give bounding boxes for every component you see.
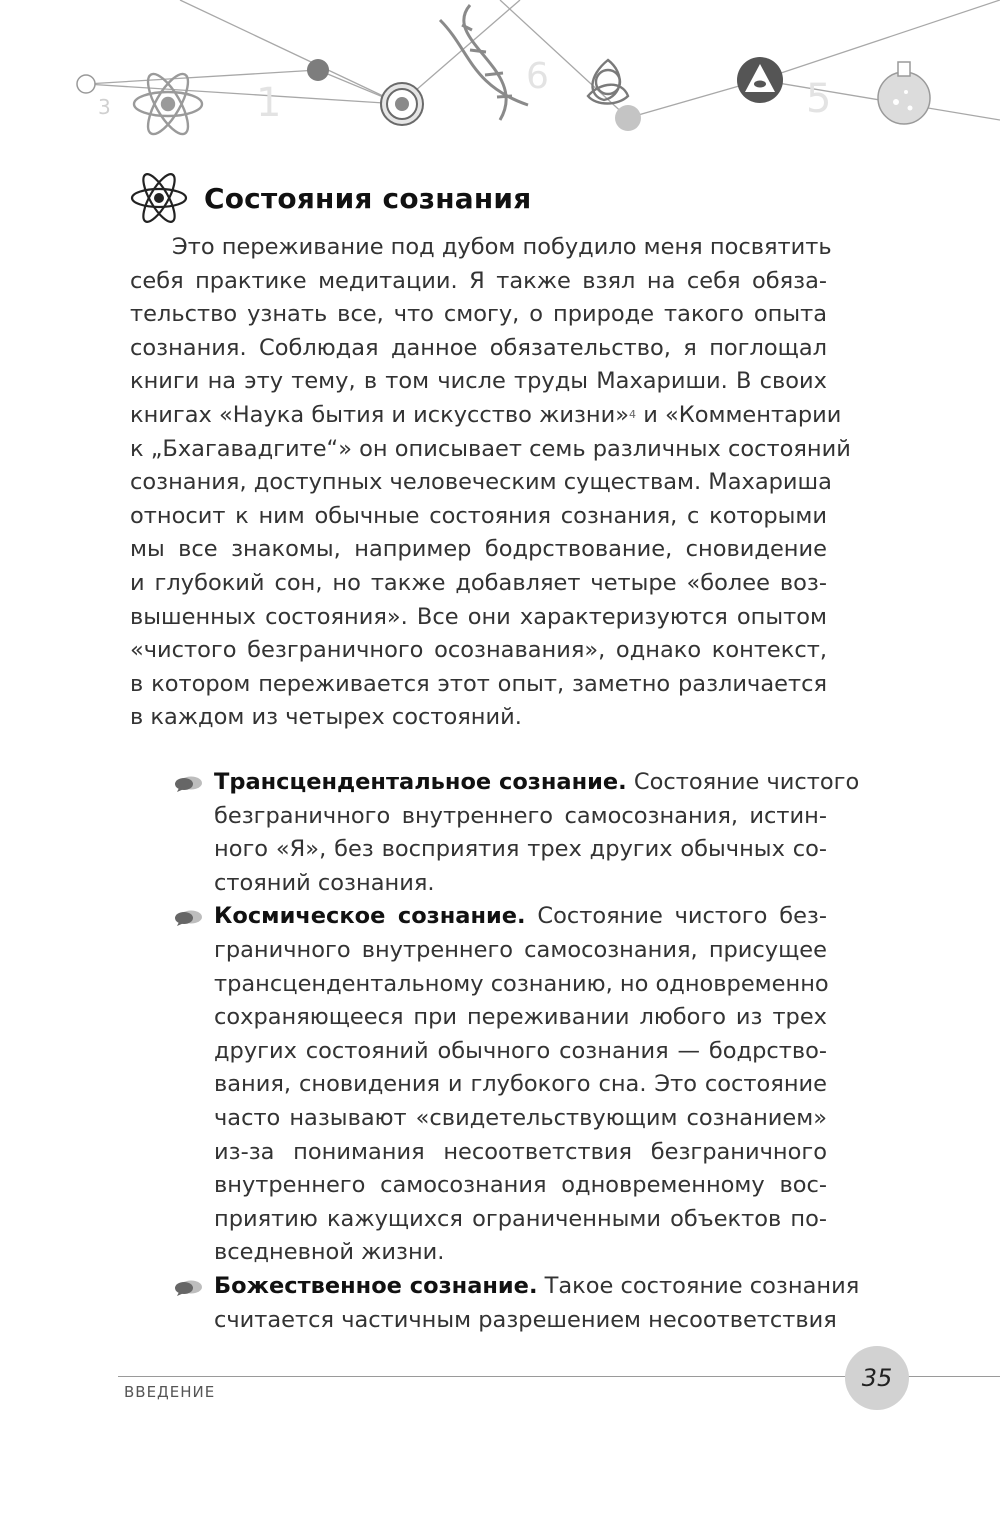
text-line: трансцендентальному сознанию, но одновременно xyxy=(214,970,829,997)
running-footer-section: ВВЕДЕНИЕ xyxy=(124,1383,216,1401)
coin-icon xyxy=(381,83,423,125)
page-number: 35 xyxy=(861,1364,893,1392)
text-line: сознания. Соблюдая данное обязательство, я поглощал xyxy=(130,334,827,361)
text-line xyxy=(214,766,860,800)
consciousness-states-list xyxy=(170,766,860,1337)
text-line: из-за понимания несоответствия безграничного xyxy=(214,1138,827,1165)
text-line: и глубокий сон, но также добавляет четыре «более воз- xyxy=(130,569,827,596)
triquetra-icon xyxy=(588,60,628,104)
decor-digit: 3 xyxy=(98,95,111,119)
node-circle xyxy=(77,75,95,93)
bullet-term: Божественное сознание. xyxy=(214,1272,538,1299)
text-line-with-footnote xyxy=(130,399,842,433)
text-line: вседневной жизни. xyxy=(214,1239,445,1266)
node-dot xyxy=(307,59,329,81)
text-line: стояний сознания. xyxy=(214,869,435,896)
dna-icon xyxy=(440,5,528,120)
text-fragment: Такое состояние сознания xyxy=(537,1272,860,1299)
text-line: мы все знакомы, например бодрствование, сновидение xyxy=(130,536,827,563)
text-line: граничного внутреннего самосознания, присущее xyxy=(214,936,827,963)
speech-bubble-icon xyxy=(174,775,204,793)
decor-digit: 5 xyxy=(806,76,832,122)
text-line: приятию кажущихся ограниченными объектов по- xyxy=(214,1205,827,1232)
section-title: Состояния сознания xyxy=(204,181,532,215)
text-line: в котором переживается этот опыт, заметно различается xyxy=(130,670,827,697)
text-line: относит к ним обычные состояния сознания, с которыми xyxy=(130,502,827,529)
decor-digit: 1 xyxy=(256,80,282,126)
section-heading xyxy=(128,170,531,226)
text-line: считается частичным разрешением несоответствия xyxy=(214,1306,837,1333)
text-line: других состояний обычного сознания — бодрство- xyxy=(214,1037,827,1064)
bullet-term: Трансцендентальное сознание. xyxy=(214,769,627,795)
text-line: вания, сновидения и глубокого сна. Это состояние xyxy=(214,1071,827,1098)
text-line: к „Бхагавадгите“» он описывает семь различных состояний xyxy=(130,435,851,462)
list-item xyxy=(170,1270,860,1337)
text-line: внутреннего самосознания одновременному вос- xyxy=(214,1172,827,1199)
text-line: вышенных состояния». Все они характеризуются опытом xyxy=(130,603,827,630)
text-line: себя практике медитации. Я также взял на себя обяза- xyxy=(130,267,827,294)
body-paragraph xyxy=(130,231,851,735)
list-item xyxy=(170,766,860,900)
speech-bubble-icon xyxy=(174,1279,204,1297)
text-fragment: и «Комментарии xyxy=(636,401,842,428)
text-line: ного «Я», без восприятия трех других обычных со- xyxy=(214,836,827,863)
footnote-ref[interactable]: 4 xyxy=(629,407,637,421)
text-line: в каждом из четырех состояний. xyxy=(130,704,522,731)
list-item xyxy=(170,900,827,1270)
page-number-badge xyxy=(845,1346,909,1410)
node-dot xyxy=(615,105,641,131)
text-line: «чистого безграничного осознавания», однако контекст, xyxy=(130,637,827,664)
text-fragment: Состояние чистого xyxy=(626,769,860,795)
text-fragment: книгах «Наука бытия и искусство жизни» xyxy=(130,401,630,428)
text-line xyxy=(214,1270,860,1304)
text-line xyxy=(214,900,827,934)
text-line: сохраняющееся при переживании любого из трех xyxy=(214,1004,827,1031)
decor-digit: 6 xyxy=(526,56,549,97)
text-line: тельство узнать все, что смогу, о природе такого опыта xyxy=(130,301,827,328)
eye-pyramid-icon xyxy=(737,57,783,103)
header-decoration xyxy=(0,0,1000,140)
text-line: безграничного внутреннего самосознания, истин- xyxy=(214,802,827,829)
text-line: книги на эту тему, в том числе труды Махариши. В своих xyxy=(130,368,827,395)
bullet-term: Космическое сознание. xyxy=(214,903,526,930)
speech-bubble-icon xyxy=(174,909,204,927)
atom-icon xyxy=(128,170,190,226)
text-fragment: Состояние чистого без- xyxy=(525,903,827,930)
text-line: сознания, доступных человеческим существам. Махариша xyxy=(130,469,832,496)
flask-icon xyxy=(878,62,930,124)
text-line: часто называют «свидетельствующим сознанием» xyxy=(214,1104,827,1131)
text-line: Это переживание под дубом побудило меня посвятить xyxy=(172,234,832,260)
